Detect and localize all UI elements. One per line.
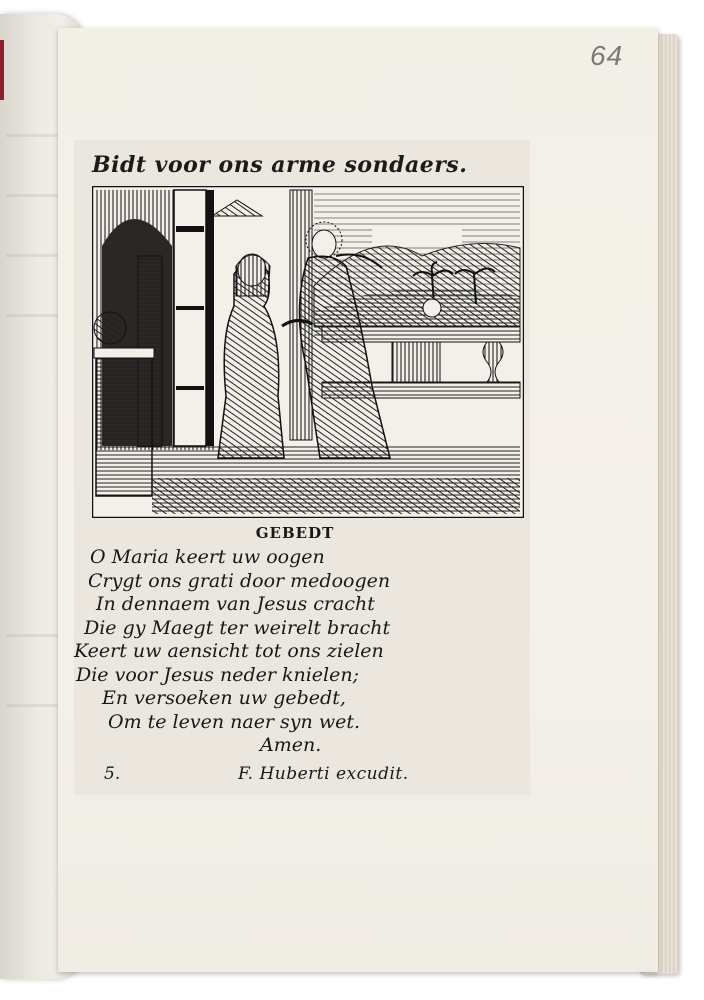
show-through-line [6,134,66,137]
prayer-verse [72,546,542,758]
verse-line: O Maria keert uw oogen [90,546,325,568]
show-through-line [6,254,66,257]
verse-line: Keert uw aensicht tot ons zielen [74,640,384,662]
engraving-caption: Bidt voor ons arme sondaers. [92,152,468,178]
engraving-visitation [92,186,524,518]
verse-line: Die voor Jesus neder knielen; [76,663,360,686]
verse-line: Die gy Maegt ter weirelt bracht [84,616,391,639]
verse-line: Amen. [260,734,322,756]
show-through-line [6,314,66,317]
verse-line: En versoeken uw gebedt, [102,687,346,709]
publisher-imprint: F. Huberti excudit. [238,764,409,784]
verse-line: Om te leven naer syn wet. [108,710,361,733]
prayer-title: GEBEDT [255,524,335,542]
verse-line: Crygt ons grati door medoogen [88,569,391,592]
folio-number: 64 [590,40,624,71]
plate-number: 5. [104,764,121,784]
show-through-line [6,704,66,707]
binding-edge [0,40,4,100]
show-through-line [6,194,66,197]
verse-line: In dennaem van Jesus cracht [96,593,375,615]
show-through-line [6,634,66,637]
